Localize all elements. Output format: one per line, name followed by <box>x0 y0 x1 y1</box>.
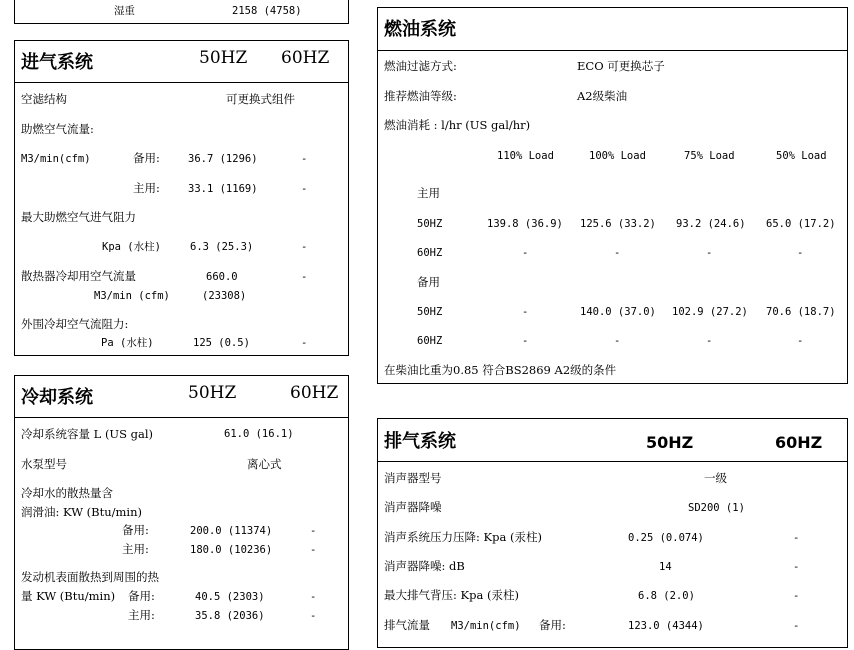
wet-weight-value: 2158 (4758) <box>232 5 302 17</box>
load-header-50: 50% Load <box>776 150 827 162</box>
muffler-noise-label: 消声器降噪 <box>384 500 442 514</box>
standby-label: 备用: <box>133 151 160 165</box>
fuel-title: 燃油系统 <box>384 19 456 40</box>
exhaust-title: 排气系统 <box>384 431 456 452</box>
noise-reduction-value: 14 <box>659 561 672 573</box>
fuel-grade-value: A2级柴油 <box>577 89 628 103</box>
exhaust-60hz: 60HZ <box>775 433 823 452</box>
fuel-cell: 140.0 (37.0) <box>580 306 656 318</box>
fuel-cell: 93.2 (24.6) <box>676 218 746 230</box>
air-unit-label: M3/min(cfm) <box>21 153 91 165</box>
pressure-drop-label: 消声系统压力压降: Kpa (汞柱) <box>384 530 542 544</box>
exhaust-50hz: 50HZ <box>646 433 694 452</box>
external-resistance-label: 外围冷却空气流阻力: <box>21 317 129 331</box>
fuel-filter-label: 燃油过滤方式: <box>384 59 457 73</box>
max-resistance-value: 6.3 (25.3) <box>190 241 254 253</box>
standby-60hz: - <box>301 153 308 165</box>
exhaust-flow-standby-label: 备用: <box>539 618 566 632</box>
exhaust-flow-label: 排气流量 <box>384 618 430 632</box>
cooling-prime-value: 180.0 (10236) <box>190 544 273 556</box>
fuel-cell: - <box>706 247 713 259</box>
fuel-row-label: 50HZ <box>417 306 443 318</box>
cooling-60hz: 60HZ <box>290 383 339 403</box>
surface-standby-60hz: - <box>310 591 317 603</box>
muffler-noise-value: SD200 (1) <box>688 502 745 514</box>
load-header-110: 110% Load <box>497 150 554 162</box>
fuel-cell: 139.8 (36.9) <box>487 218 563 230</box>
filter-label: 空滤结构 <box>21 92 67 106</box>
cooling-prime-60hz: - <box>310 544 317 556</box>
exhaust-flow-value: 123.0 (4344) <box>628 620 704 632</box>
noise-reduction-label: 消声器降噪: dB <box>384 559 465 573</box>
intake-title: 进气系统 <box>21 52 93 73</box>
surface-standby-value: 40.5 (2303) <box>195 591 265 603</box>
lube-oil-label: 润滑油: KW (Btu/min) <box>21 505 143 519</box>
load-header-75: 75% Load <box>684 150 735 162</box>
surface-prime-label: 主用: <box>128 608 155 622</box>
surface-prime-value: 35.8 (2036) <box>195 610 265 622</box>
cooling-divider <box>14 417 349 418</box>
intake-60hz: 60HZ <box>281 48 330 68</box>
fuel-row-label: 60HZ <box>417 335 443 347</box>
fuel-cell: - <box>797 335 804 347</box>
cooling-standby-label: 备用: <box>122 523 149 537</box>
max-backpressure-60hz: - <box>793 590 800 602</box>
fuel-row-label: 60HZ <box>417 247 443 259</box>
external-resistance-60hz: - <box>301 337 308 349</box>
radiator-air-unit: M3/min (cfm) <box>94 290 170 302</box>
fuel-cell: 125.6 (33.2) <box>580 218 656 230</box>
surface-standby-label: 备用: <box>128 589 155 603</box>
cooling-prime-label: 主用: <box>122 542 149 556</box>
radiator-air-60hz: - <box>301 271 308 283</box>
fuel-note: 在柴油比重为0.85 符合BS2869 A2级的条件 <box>384 363 617 377</box>
exhaust-flow-unit: M3/min(cfm) <box>451 620 521 632</box>
external-resistance-unit: Pa (水柱) <box>101 337 154 349</box>
fuel-cell: 65.0 (17.2) <box>766 218 836 230</box>
surface-heat-unit: 量 KW (Btu/min) <box>21 589 116 603</box>
fuel-cell: - <box>797 247 804 259</box>
max-resistance-label: 最大助燃空气进气阻力 <box>21 210 136 224</box>
max-resistance-unit: Kpa (水柱) <box>102 241 161 253</box>
fuel-cell: - <box>522 247 529 259</box>
intake-panel <box>14 40 349 356</box>
coolant-capacity-value: 61.0 (16.1) <box>224 428 294 440</box>
exhaust-divider <box>377 461 848 462</box>
radiator-air-value: 660.0 <box>206 271 238 283</box>
filter-value: 可更换式组件 <box>226 92 295 106</box>
fuel-row-label: 50HZ <box>417 218 443 230</box>
noise-reduction-60hz: - <box>793 561 800 573</box>
exhaust-flow-60hz: - <box>793 620 800 632</box>
fuel-cell: - <box>614 247 621 259</box>
surface-prime-60hz: - <box>310 610 317 622</box>
radiator-air-value-cfm: (23308) <box>202 290 247 302</box>
pressure-drop-60hz: - <box>793 532 800 544</box>
pressure-drop-value: 0.25 (0.074) <box>628 532 704 544</box>
fuel-consumption-label: 燃油消耗 : l/hr (US gal/hr) <box>384 118 531 132</box>
prime-value: 33.1 (1169) <box>188 183 258 195</box>
pump-label: 水泵型号 <box>21 457 67 471</box>
load-header-100: 100% Load <box>589 150 646 162</box>
fuel-cell: - <box>614 335 621 347</box>
intake-divider <box>14 82 349 83</box>
max-backpressure-value: 6.8 (2.0) <box>638 590 695 602</box>
radiator-air-label: 散热器冷却用空气流量 <box>21 269 136 283</box>
fuel-cell: - <box>522 335 529 347</box>
max-backpressure-label: 最大排气背压: Kpa (汞柱) <box>384 588 519 602</box>
fuel-divider <box>377 50 848 51</box>
pump-value: 离心式 <box>247 457 282 471</box>
intake-50hz: 50HZ <box>199 48 248 68</box>
heat-rejection-label: 冷却水的散热量含 <box>21 486 113 500</box>
muffler-type-label: 消声器型号 <box>384 471 442 485</box>
cooling-50hz: 50HZ <box>188 383 237 403</box>
cooling-standby-value: 200.0 (11374) <box>190 525 273 537</box>
wet-weight-label: 湿重 <box>114 5 135 17</box>
standby-value: 36.7 (1296) <box>188 153 258 165</box>
fuel-standby-label: 备用 <box>417 275 440 289</box>
max-resistance-60hz: - <box>301 241 308 253</box>
surface-heat-label: 发动机表面散热到周围的热 <box>21 570 159 584</box>
coolant-capacity-label: 冷却系统容量 L (US gal) <box>21 427 154 441</box>
muffler-type-value: 一级 <box>704 471 727 485</box>
cooling-title: 冷却系统 <box>21 387 93 408</box>
fuel-cell: - <box>522 306 529 318</box>
fuel-cell: - <box>706 335 713 347</box>
prime-label: 主用: <box>133 181 160 195</box>
fuel-cell: 70.6 (18.7) <box>766 306 836 318</box>
fuel-prime-label: 主用 <box>417 186 440 200</box>
fuel-cell: 102.9 (27.2) <box>672 306 748 318</box>
cooling-standby-60hz: - <box>310 525 317 537</box>
prime-60hz: - <box>301 183 308 195</box>
external-resistance-value: 125 (0.5) <box>193 337 250 349</box>
combustion-air-label: 助燃空气流量: <box>21 122 94 136</box>
fuel-grade-label: 推荐燃油等级: <box>384 89 457 103</box>
fuel-filter-value: ECO 可更换芯子 <box>577 59 665 73</box>
